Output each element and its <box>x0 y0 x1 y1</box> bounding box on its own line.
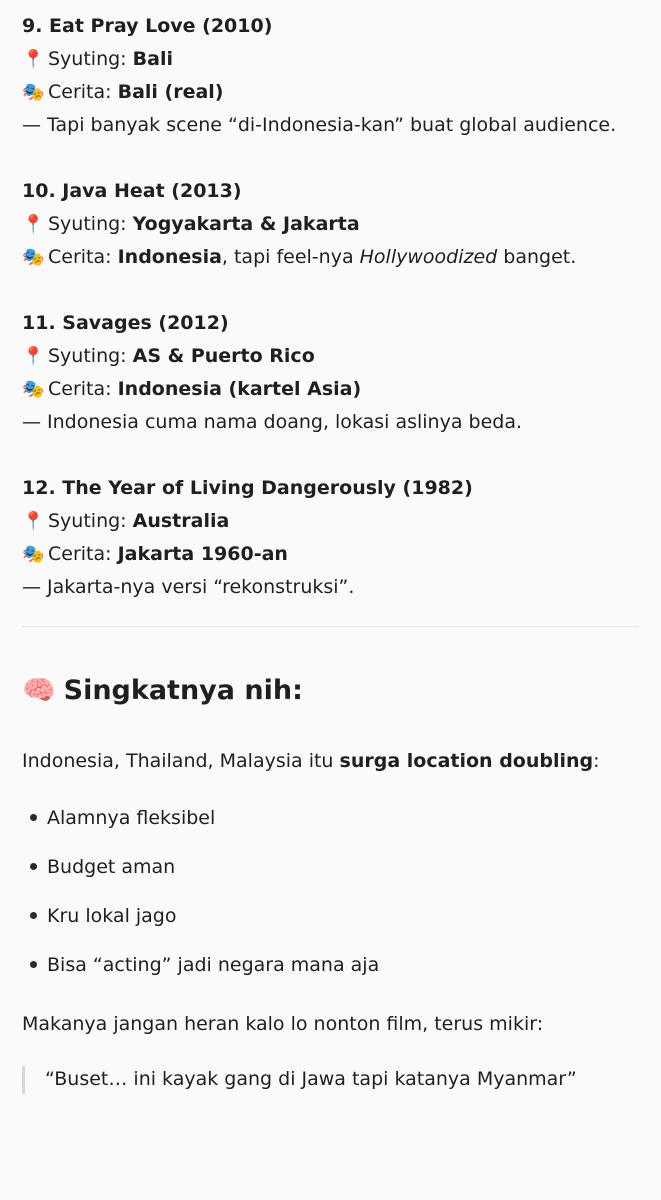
film-title: 12. The Year of Living Dangerously (1982) <box>22 477 473 499</box>
syuting-value: Yogyakarta & Jakarta <box>132 213 360 235</box>
quote-text: “Buset… ini kayak gang di Jawa tapi katanya Myanmar” <box>45 1068 577 1090</box>
story-location-line <box>22 76 639 109</box>
intro-suffix: : <box>593 750 600 772</box>
story-location-line <box>22 373 639 406</box>
filming-location-line <box>22 505 639 538</box>
film-entry <box>22 10 639 142</box>
theater-masks-icon: 🎭 <box>22 544 45 565</box>
list-item <box>22 941 639 990</box>
section-divider <box>22 626 639 627</box>
cerita-value: Indonesia (kartel Asia) <box>117 378 362 400</box>
cerita-value: Jakarta 1960-an <box>117 543 288 565</box>
cerita-label: Cerita: <box>48 246 112 268</box>
theater-masks-icon: 🎭 <box>22 379 45 400</box>
summary-intro <box>22 745 639 778</box>
bullet-icon <box>30 863 37 870</box>
list-item-text: Bisa “acting” jadi negara mana aja <box>47 954 380 976</box>
section-heading <box>22 671 639 711</box>
cerita-italic: Hollywoodized <box>359 246 498 268</box>
summary-bullet-list <box>22 794 639 990</box>
story-location-line <box>22 538 639 571</box>
syuting-label: Syuting: <box>48 345 127 367</box>
film-title: 9. Eat Pray Love (2010) <box>22 15 273 37</box>
list-item <box>22 892 639 941</box>
cerita-label: Cerita: <box>48 543 112 565</box>
film-entry <box>22 175 639 274</box>
intro-prefix: Indonesia, Thailand, Malaysia itu <box>22 750 340 772</box>
syuting-value: Bali <box>132 48 173 70</box>
pin-icon: 📍 <box>22 49 45 70</box>
pin-icon: 📍 <box>22 511 45 532</box>
list-item-text: Kru lokal jago <box>47 905 177 927</box>
film-entry <box>22 307 639 439</box>
cerita-value: Bali (real) <box>117 81 224 103</box>
list-item-text: Budget aman <box>47 856 176 878</box>
theater-masks-icon: 🎭 <box>22 247 45 268</box>
blockquote <box>22 1063 639 1096</box>
film-title: 11. Savages (2012) <box>22 312 229 334</box>
section-heading-text: Singkatnya nih: <box>63 675 303 706</box>
syuting-value: AS & Puerto Rico <box>132 345 315 367</box>
filming-location-line <box>22 43 639 76</box>
film-note: — Tapi banyak scene “di-Indonesia-kan” buat global audience. <box>22 114 617 136</box>
cerita-label: Cerita: <box>48 378 112 400</box>
cerita-tail: banget. <box>497 246 577 268</box>
cerita-rest: , tapi feel-nya <box>221 246 360 268</box>
intro-bold: surga location doubling <box>339 750 594 772</box>
film-note: — Jakarta-nya versi “rekonstruksi”. <box>22 576 355 598</box>
film-title: 10. Java Heat (2013) <box>22 180 242 202</box>
syuting-label: Syuting: <box>48 510 127 532</box>
list-item <box>22 843 639 892</box>
closing-paragraph: Makanya jangan heran kalo lo nonton film, terus mikir: <box>22 1013 544 1035</box>
bullet-icon <box>30 961 37 968</box>
cerita-value: Indonesia <box>117 246 222 268</box>
story-location-line <box>22 241 639 274</box>
pin-icon: 📍 <box>22 346 45 367</box>
quote-bar <box>22 1066 25 1094</box>
film-note: — Indonesia cuma nama doang, lokasi aslinya beda. <box>22 411 523 433</box>
filming-location-line <box>22 340 639 373</box>
brain-icon: 🧠 <box>22 675 56 706</box>
list-item <box>22 794 639 843</box>
bullet-icon <box>30 912 37 919</box>
theater-masks-icon: 🎭 <box>22 82 45 103</box>
filming-location-line <box>22 208 639 241</box>
bullet-icon <box>30 814 37 821</box>
syuting-value: Australia <box>132 510 230 532</box>
pin-icon: 📍 <box>22 214 45 235</box>
film-entry <box>22 472 639 604</box>
syuting-label: Syuting: <box>48 213 127 235</box>
cerita-label: Cerita: <box>48 81 112 103</box>
syuting-label: Syuting: <box>48 48 127 70</box>
list-item-text: Alamnya fleksibel <box>47 807 216 829</box>
